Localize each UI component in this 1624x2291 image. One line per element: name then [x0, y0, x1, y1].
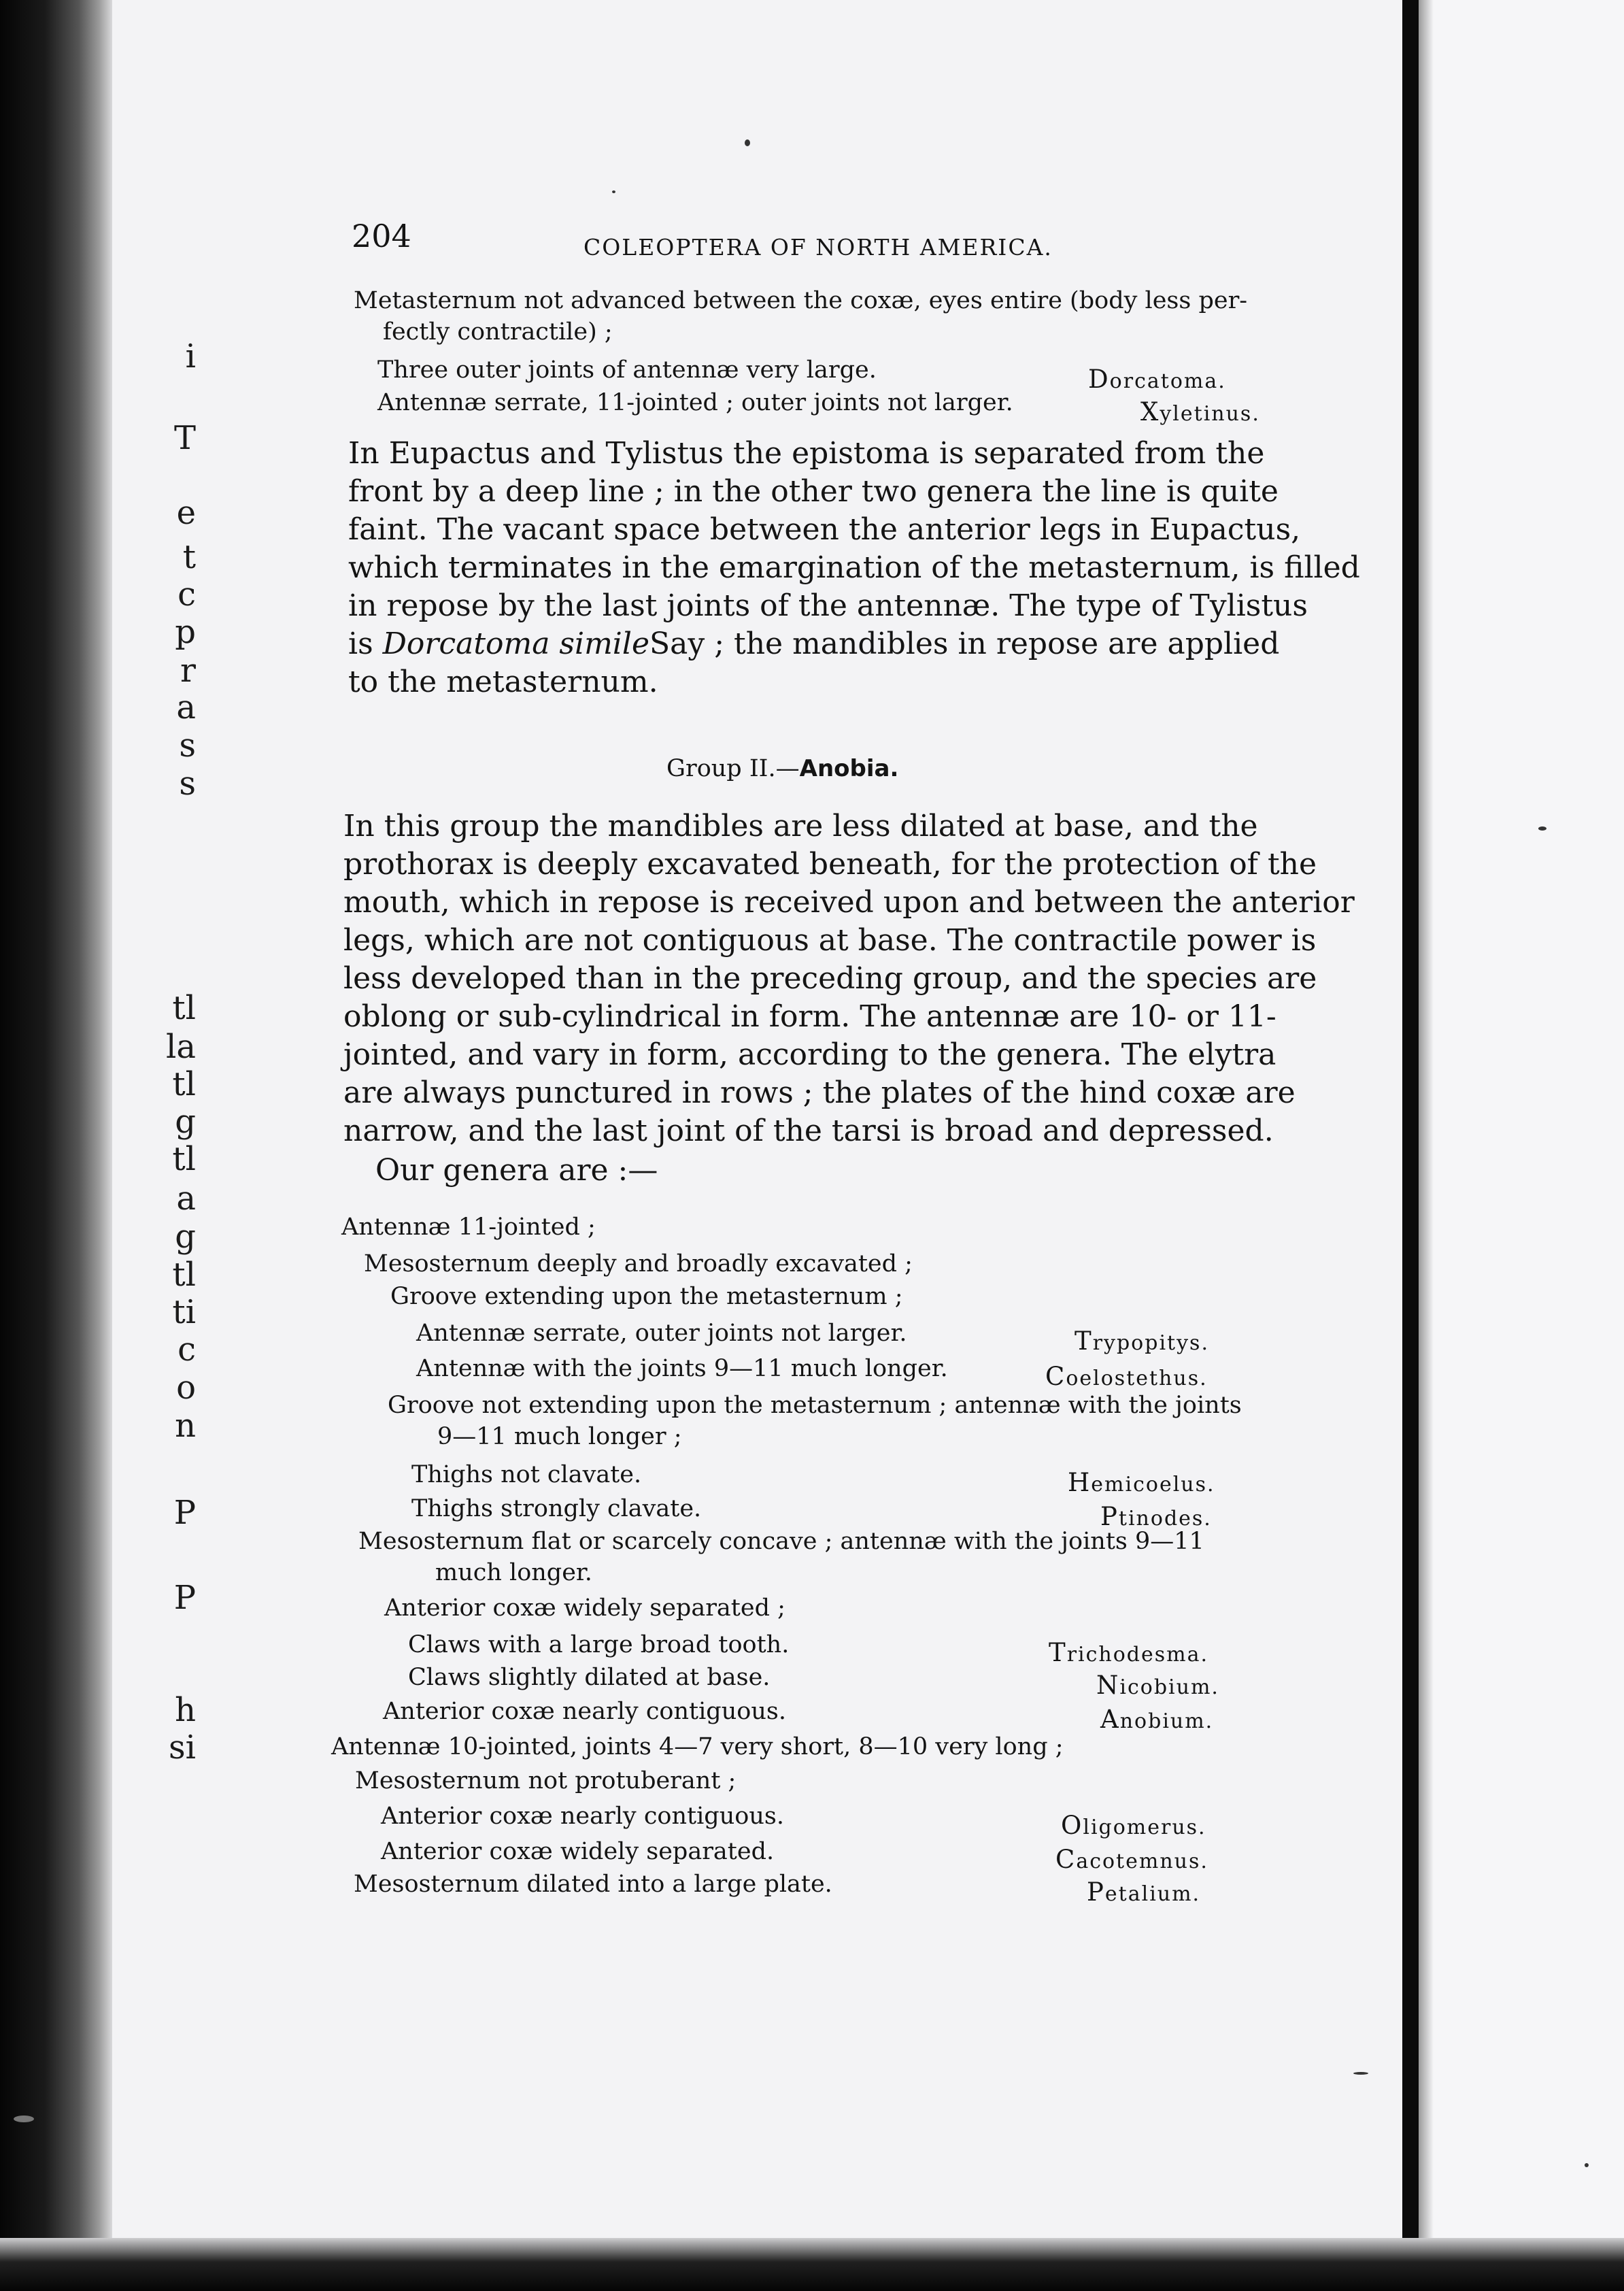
key-line: Anterior coxæ widely separated. — [381, 1838, 775, 1865]
facing-page-fragment: p — [175, 613, 196, 651]
facing-page-fragment: c — [177, 1331, 196, 1369]
paragraph-line: legs, which are not contiguous at base. The contractile power is — [343, 923, 1317, 958]
genus-name: Hemicoelus. — [1068, 1468, 1215, 1497]
key-line: Antennæ 10-jointed, joints 4—7 very short, 8—10 very long ; — [331, 1733, 1064, 1760]
key-line: Mesosternum dilated into a large plate. — [354, 1871, 832, 1898]
genus-name: Cacotemnus. — [1055, 1845, 1208, 1874]
running-title: COLEOPTERA OF NORTH AMERICA. — [583, 234, 1053, 261]
scan-speck — [612, 190, 615, 193]
key-line: Groove not extending upon the metasternum ; antennæ with the joints — [388, 1392, 1242, 1419]
genera-intro: Our genera are :— — [375, 1153, 658, 1188]
key-line: much longer. — [435, 1559, 592, 1586]
facing-page-fragment: t — [182, 538, 196, 576]
genus-name: Petalium. — [1087, 1877, 1201, 1907]
paragraph-line: jointed, and vary in form, according to the genera. The elytra — [343, 1037, 1276, 1072]
facing-page-fragment: h — [175, 1691, 196, 1729]
genus-name: Nicobium. — [1096, 1671, 1219, 1700]
scan-speck — [1538, 826, 1546, 831]
facing-page-fragment: ti — [172, 1293, 196, 1331]
key-line: Thighs strongly clavate. — [411, 1495, 702, 1522]
facing-page-fragment: tl — [172, 989, 196, 1027]
paragraph-line: In this group the mandibles are less dilated at base, and the — [343, 809, 1258, 843]
paragraph-line: to the metasternum. — [348, 665, 658, 699]
facing-page-fragment: P — [173, 1579, 196, 1617]
key-line: Claws slightly dilated at base. — [408, 1664, 771, 1691]
key-line: Mesosternum flat or scarcely concave ; antennæ with the joints 9—11 — [358, 1528, 1204, 1555]
key-line: Antennæ serrate, outer joints not larger. — [416, 1320, 907, 1347]
bottom-edge-shadow — [0, 2238, 1624, 2291]
scan-speck — [1353, 2072, 1368, 2075]
genus-name: Trypopitys. — [1075, 1326, 1209, 1356]
paragraph-line: oblong or sub-cylindrical in form. The antennæ are 10- or 11- — [343, 999, 1276, 1034]
paragraph-line: in repose by the last joints of the antennæ. The type of Tylistus — [348, 588, 1308, 623]
facing-page-fragment: s — [179, 765, 196, 803]
paragraph-line: faint. The vacant space between the anterior legs in Eupactus, — [348, 512, 1301, 547]
species-name: Dorcatoma simile — [382, 626, 649, 661]
facing-page-fragment: tl — [172, 1140, 196, 1178]
page-number: 204 — [352, 218, 411, 254]
key-line: Antennæ serrate, 11-jointed ; outer joints not larger. — [377, 389, 1013, 416]
key-line: Metasternum not advanced between the coxæ, eyes entire (body less per- — [354, 287, 1248, 314]
facing-page-fragment: si — [169, 1728, 196, 1767]
key-line: Antennæ with the joints 9—11 much longer. — [416, 1355, 948, 1382]
key-line: Anterior coxæ nearly contiguous. — [381, 1803, 784, 1830]
paragraph-line: front by a deep line ; in the other two genera the line is quite — [348, 474, 1279, 509]
facing-page-fragment: c — [177, 575, 196, 614]
genus-name: Trichodesma. — [1049, 1638, 1209, 1667]
facing-page-fragment: T — [173, 419, 196, 457]
key-line: 9—11 much longer ; — [437, 1423, 682, 1450]
key-line: Three outer joints of antennæ very large. — [377, 356, 877, 384]
key-line: Mesosternum deeply and broadly excavated ; — [364, 1250, 913, 1277]
paragraph-line: prothorax is deeply excavated beneath, for the protection of the — [343, 847, 1317, 882]
scan-speck — [14, 2116, 34, 2122]
facing-page-fragment: r — [180, 652, 196, 690]
paragraph-line: are always punctured in rows ; the plates of the hind coxæ are — [343, 1075, 1296, 1110]
key-line: Thighs not clavate. — [411, 1461, 642, 1488]
key-line: Anterior coxæ nearly contiguous. — [383, 1698, 786, 1725]
paragraph-line: mouth, which in repose is received upon and between the anterior — [343, 885, 1355, 920]
facing-page-fragment: a — [176, 688, 196, 726]
facing-page-fragment: o — [176, 1369, 196, 1407]
facing-page-fragment: i — [185, 337, 196, 375]
facing-page-fragment: g — [175, 1218, 196, 1256]
facing-page-fragment: tl — [172, 1065, 196, 1103]
genus-name: Oligomerus. — [1061, 1811, 1206, 1840]
paragraph-line: In Eupactus and Tylistus the epistoma is separated from the — [348, 436, 1265, 471]
facing-page-fragment: n — [175, 1407, 196, 1445]
facing-page-fragment: P — [173, 1494, 196, 1532]
facing-page-fragment: a — [176, 1180, 196, 1218]
facing-page-fragment: s — [179, 726, 196, 765]
paragraph-line: less developed than in the preceding group, and the species are — [343, 961, 1317, 996]
facing-page-fragment: e — [176, 494, 196, 532]
paragraph-line: which terminates in the emargination of the metasternum, is filled — [348, 550, 1360, 585]
scan-speck — [1585, 2163, 1589, 2167]
paragraph-line: is Dorcatoma simile Say ; the mandibles in repose are applied — [348, 626, 1280, 661]
key-line: Claws with a large broad tooth. — [408, 1631, 790, 1658]
key-line: Groove extending upon the metasternum ; — [390, 1283, 903, 1310]
genus-name: Ptinodes. — [1100, 1502, 1212, 1531]
key-line: Antennæ 11-jointed ; — [341, 1214, 596, 1241]
key-line: Mesosternum not protuberant ; — [355, 1767, 737, 1794]
genus-name: Xyletinus. — [1140, 397, 1260, 427]
scan-speck — [745, 139, 750, 146]
genus-name: Coelostethus. — [1045, 1362, 1208, 1391]
genus-name: Anobium. — [1100, 1705, 1214, 1734]
paragraph-line: narrow, and the last joint of the tarsi is broad and depressed. — [343, 1114, 1274, 1148]
key-line: Anterior coxæ widely separated ; — [384, 1594, 785, 1622]
facing-page-fragment: la — [166, 1028, 196, 1066]
genus-name: Dorcatoma. — [1088, 365, 1226, 394]
facing-page-fragment: tl — [172, 1256, 196, 1294]
facing-page-fragment: g — [175, 1103, 196, 1141]
group-heading: Group II.—Anobia. — [666, 755, 899, 782]
key-line: fectly contractile) ; — [383, 318, 613, 346]
